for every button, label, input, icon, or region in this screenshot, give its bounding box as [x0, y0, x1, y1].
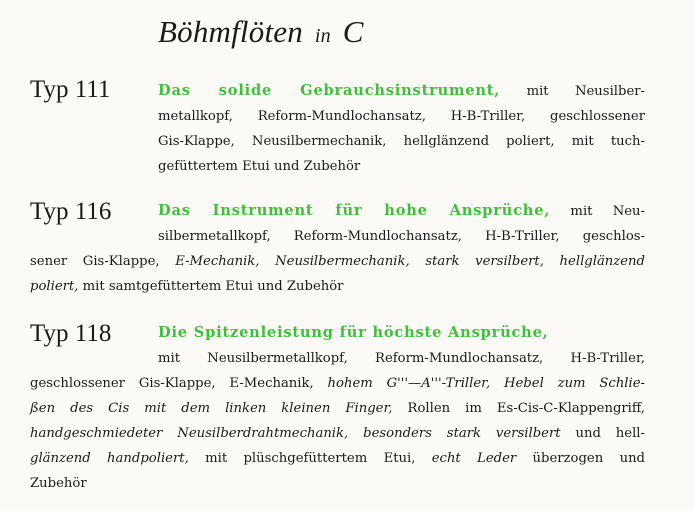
typ-111-line-3: Gis-Klappe, Neusilbermechanik, hellglänzend poliert, mit tuch- [158, 134, 645, 149]
typ-111-line-1: Das solide Gebrauchsinstrument, mit Neusilber- [158, 82, 646, 99]
typ-116-line-1: Das Instrument für hohe Ansprüche, mit Neu- [158, 202, 645, 219]
typ-118-line-6: glänzend handpoliert, mit plüschgefüttertem Etui, echt Leder überzogen und [30, 451, 645, 466]
title-main: Böhmflöten [158, 14, 303, 49]
typ-116-description [30, 198, 645, 299]
typ-116-line-2: silbermetallkopf, Reform-Mundlochansatz, H-B-Triller, geschlos- [158, 229, 645, 244]
typ-118-line-4: ßen des Cis mit dem linken kleinen Finger, Rollen im Es-Cis-C-Klappengriff, [30, 401, 645, 416]
typ-118-line-1 [30, 320, 645, 346]
typ-118-label: Typ 118 [30, 320, 112, 347]
typ-118-headline: Die Spitzenleistung für höchste Ansprüche, [158, 324, 549, 341]
typ-118-line-5: handgeschmiedeter Neusilberdrahtmechanik, besonders stark versilbert und hell- [30, 426, 645, 441]
typ-118-line-2: mit Neusilbermetallkopf, Reform-Mundlochansatz, H-B-Triller, [158, 351, 645, 366]
typ-111-headline: Das solide Gebrauchsinstrument, [158, 82, 501, 99]
typ-116-headline: Das Instrument für hohe Ansprüche, [158, 202, 551, 219]
typ-111-label: Typ 111 [30, 76, 111, 103]
typ-111-description [30, 78, 645, 179]
typ-116-label: Typ 116 [30, 198, 112, 225]
typ-118-description [30, 320, 645, 496]
page-title [158, 14, 364, 50]
typ-118-line-3: geschlossener Gis-Klappe, E-Mechanik, hohem G'''—A'''-Triller, Hebel zum Schlie- [30, 376, 646, 391]
title-in: in [314, 25, 331, 47]
typ-111-line-2: metallkopf, Reform-Mundlochansatz, H-B-Triller, geschlossener [158, 109, 645, 124]
typ-116-line-4: poliert, mit samtgefüttertem Etui und Zubehör [30, 279, 344, 294]
typ-116-line-3: sener Gis-Klappe, E-Mechanik, Neusilbermechanik, stark versilbert, hellglänzend [30, 254, 645, 269]
typ-118-line-7: Zubehör [30, 476, 87, 491]
typ-111-line-4: gefüttertem Etui und Zubehör [158, 159, 361, 174]
title-key: C [342, 14, 364, 49]
